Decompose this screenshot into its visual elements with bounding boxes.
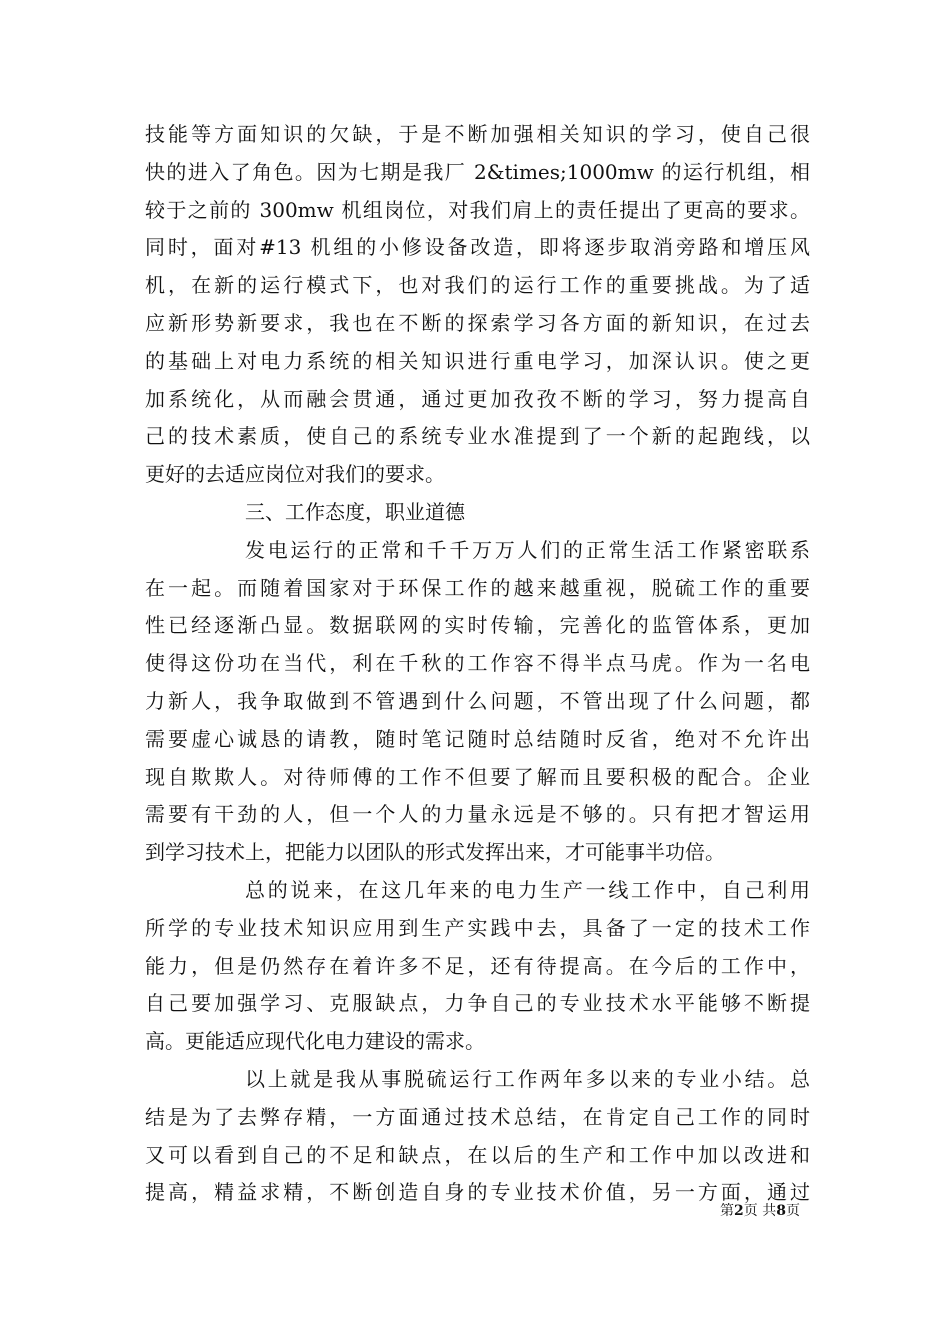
text-line: 现自欺欺人。对待师傅的工作不但要了解而且要积极的配合。企业	[145, 764, 810, 789]
text-line: 较于之前的 300mw 机组岗位，对我们肩上的责任提出了更高的要求。	[145, 197, 810, 222]
total-pages-number: 8	[776, 1203, 786, 1219]
text-line: 需要虚心诚恳的请教，随时笔记随时总结随时反省，绝对不允许出	[145, 726, 810, 751]
text-line: 又可以看到自己的不足和缺点，在以后的生产和工作中加以改进和	[145, 1142, 810, 1167]
text-line: 自己要加强学习、克服缺点，力争自己的专业技术水平能够不断提	[145, 991, 810, 1016]
page-number-footer	[720, 1202, 810, 1220]
text-line: 所学的专业技术知识应用到生产实践中去，具备了一定的技术工作	[145, 915, 810, 940]
text-line: 技能等方面知识的欠缺，于是不断加强相关知识的学习，使自己很	[145, 122, 810, 146]
text-line: 以上就是我从事脱硫运行工作两年多以来的专业小结。总	[245, 1066, 810, 1091]
text-line: 快的进入了角色。因为七期是我厂 2&times;1000mw 的运行机组，相	[145, 159, 810, 184]
text-line: 更好的去适应岗位对我们的要求。	[145, 462, 445, 487]
text-line: 到学习技术上，把能力以团队的形式发挥出来，才可能事半功倍。	[145, 840, 725, 865]
text-line: 高。更能适应现代化电力建设的需求。	[145, 1029, 485, 1054]
footer-suffix: 页	[785, 1203, 800, 1219]
text-line: 发电运行的正常和千千万万人们的正常生活工作紧密联系	[245, 537, 810, 562]
text-line: 使得这份功在当代，利在千秋的工作容不得半点马虎。作为一名电	[145, 651, 810, 676]
document-body	[145, 116, 810, 1212]
text-line: 需要有干劲的人，但一个人的力量永远是不够的。只有把才智运用	[145, 802, 810, 827]
text-line: 结是为了去弊存精，一方面通过技术总结，在肯定自己工作的同时	[145, 1104, 810, 1129]
text-line: 同时，面对#13 机组的小修设备改造，即将逐步取消旁路和增压风	[145, 235, 810, 260]
footer-middle: 页 共	[743, 1203, 777, 1219]
text-line: 己的技术素质，使自己的系统专业水准提到了一个新的起跑线，以	[145, 424, 810, 449]
text-line: 机，在新的运行模式下，也对我们的运行工作的重要挑战。为了适	[145, 273, 810, 298]
text-line: 在一起。而随着国家对于环保工作的越来越重视，脱硫工作的重要	[145, 575, 810, 600]
text-line: 力新人，我争取做到不管遇到什么问题，不管出现了什么问题，都	[145, 688, 810, 713]
section-heading: 三、工作态度，职业道德	[245, 499, 465, 524]
paragraph-4	[145, 1061, 810, 1212]
text-line: 加系统化，从而融会贯通，通过更加孜孜不断的学习，努力提高自	[145, 386, 810, 411]
text-line: 提高，精益求精，不断创造自身的专业技术价值，另一方面，通过	[145, 1180, 810, 1205]
text-line: 性已经逐渐凸显。数据联网的实时传输，完善化的监管体系，更加	[145, 613, 810, 638]
current-page-number: 2	[734, 1203, 744, 1219]
text-line: 总的说来，在这几年来的电力生产一线工作中，自己利用	[245, 877, 810, 902]
text-line: 能力，但是仍然存在着许多不足，还有待提高。在今后的工作中，	[145, 953, 810, 978]
paragraph-1	[145, 116, 810, 494]
text-line: 应新形势新要求，我也在不断的探索学习各方面的新知识，在过去	[145, 310, 810, 335]
footer-prefix: 第	[720, 1203, 734, 1219]
text-line: 的基础上对电力系统的相关知识进行重电学习，加深认识。使之更	[145, 348, 810, 373]
paragraph-3	[145, 872, 810, 1061]
paragraph-2	[145, 532, 810, 872]
